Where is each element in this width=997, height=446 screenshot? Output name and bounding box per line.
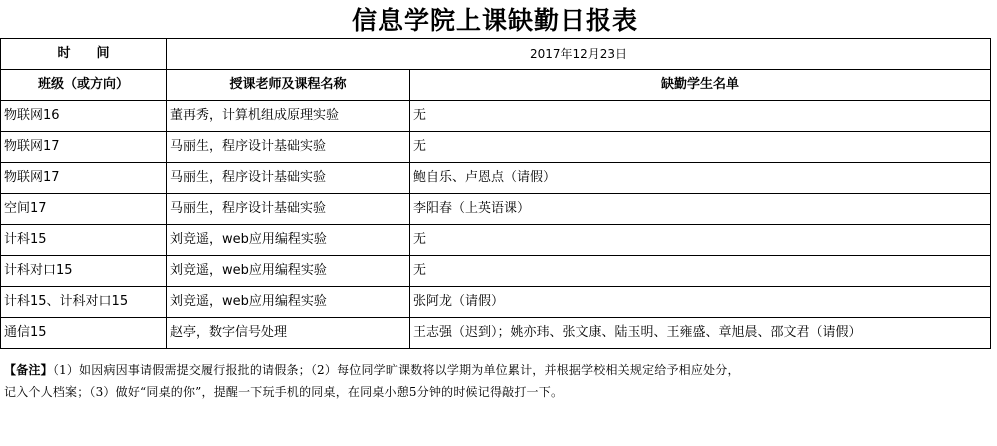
table-row xyxy=(1,225,991,256)
table-row xyxy=(1,318,991,349)
class-cell: 计科15、计科对口15 xyxy=(1,287,167,318)
teacher-course-cell: 刘竞遥，web应用编程实验 xyxy=(167,256,410,287)
absent-cell: 无 xyxy=(410,256,991,287)
report-date: 2017年12月23日 xyxy=(167,39,991,70)
table-row xyxy=(1,194,991,225)
table-row xyxy=(1,101,991,132)
class-cell: 物联网17 xyxy=(1,132,167,163)
report-title: 信息学院上课缺勤日报表 xyxy=(351,6,638,35)
class-cell: 物联网17 xyxy=(1,163,167,194)
absent-cell: 王志强（迟到）；姚亦玮、张文康、陆玉明、王雍盛、章旭晨、邵文君（请假） xyxy=(410,318,991,349)
table-row xyxy=(1,256,991,287)
table-row xyxy=(1,287,991,318)
header-absent-students: 缺勤学生名单 xyxy=(410,70,991,101)
absent-cell: 无 xyxy=(410,132,991,163)
remarks-line-1 xyxy=(4,359,984,381)
teacher-course-cell: 马丽生，程序设计基础实验 xyxy=(167,132,410,163)
teacher-course-cell: 赵亭，数字信号处理 xyxy=(167,318,410,349)
class-cell: 通信15 xyxy=(1,318,167,349)
absent-cell: 李阳春（上英语课） xyxy=(410,194,991,225)
absent-cell: 无 xyxy=(410,101,991,132)
table-row xyxy=(1,163,991,194)
remarks-tag: 【备注】 xyxy=(4,363,53,377)
teacher-course-cell: 马丽生，程序设计基础实验 xyxy=(167,163,410,194)
teacher-course-cell: 刘竞遥，web应用编程实验 xyxy=(167,225,410,256)
time-label: 时 间 xyxy=(1,39,167,70)
header-teacher-course: 授课老师及课程名称 xyxy=(167,70,410,101)
table-row xyxy=(1,132,991,163)
class-cell: 空间17 xyxy=(1,194,167,225)
remarks-text-1: （1）如因病因事请假需提交履行报批的请假条；（2）每位同学旷课数将以学期为单位累计，并根据学校相关规定给予相应处分， xyxy=(52,363,740,377)
remarks-line-2: 记入个人档案；（3）做好“同桌的你”，提醒一下玩手机的同桌，在同桌小憩5分钟的时候记得敲打一下。 xyxy=(4,385,564,399)
class-cell: 计科对口15 xyxy=(1,256,167,287)
remarks xyxy=(0,355,988,403)
teacher-course-cell: 董再秀，计算机组成原理实验 xyxy=(167,101,410,132)
class-cell: 计科15 xyxy=(1,225,167,256)
absent-cell: 无 xyxy=(410,225,991,256)
attendance-table xyxy=(0,38,991,349)
absent-cell: 鲍自乐、卢恩点（请假） xyxy=(410,163,991,194)
time-row xyxy=(1,39,991,70)
class-cell: 物联网16 xyxy=(1,101,167,132)
teacher-course-cell: 马丽生，程序设计基础实验 xyxy=(167,194,410,225)
absent-cell: 张阿龙（请假） xyxy=(410,287,991,318)
header-class: 班级（或方向） xyxy=(1,70,167,101)
teacher-course-cell: 刘竞遥，web应用编程实验 xyxy=(167,287,410,318)
header-row xyxy=(1,70,991,101)
